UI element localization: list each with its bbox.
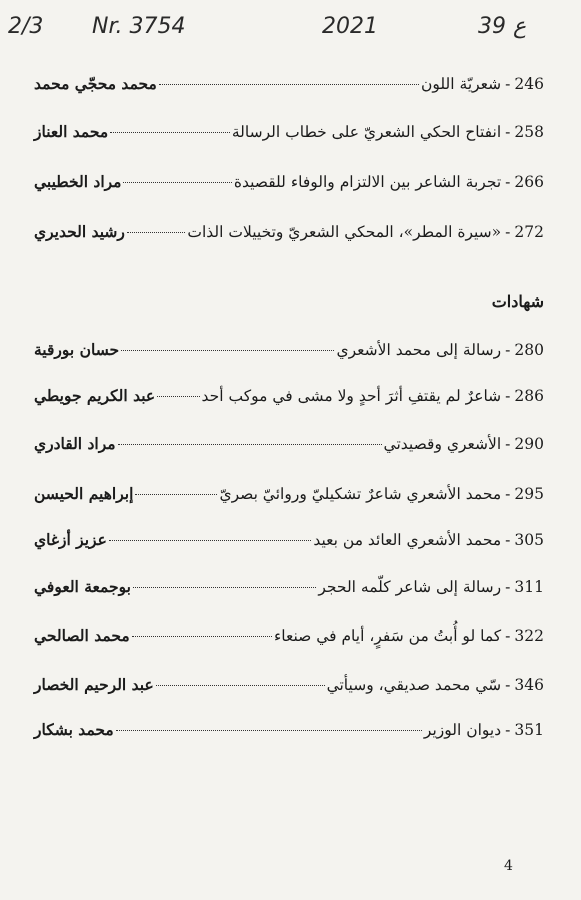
leader-dots [109,540,312,541]
leader-dots [116,730,422,731]
toc-title: رسالة إلى محمد الأشعري [336,341,502,359]
handwritten-reference-number: Nr. 3754 [92,14,186,39]
toc-title: شعريّة اللون [421,75,502,93]
toc-title: كما لو أُبتُ من سَفرٍ، أيام في صنعاء [273,627,502,645]
handwritten-corner-note: 2/3 [8,14,44,39]
leader-dots [159,84,419,85]
toc-entry: 351 - ديوان الوزير محمد بشكار [34,720,544,739]
section-title: شهادات [491,292,544,311]
toc-page-number: 286 [514,387,544,405]
toc-author: محمد بشكار [34,720,114,739]
toc-author: محمد الصالحي [34,626,130,645]
toc-title: تجربة الشاعر بين الالتزام والوفاء للقصيدة [233,173,502,191]
leader-dots [132,636,272,637]
toc-entry: 246 - شعريّة اللون محمد محجّي محمد [34,74,544,93]
toc-author: مراد الخطيبي [34,172,122,191]
leader-dots [110,132,230,133]
toc-page-number: 346 [514,676,544,694]
toc-title: سّي محمد صديقي، وسيأتي [326,676,502,694]
toc-entry: 346 - سّي محمد صديقي، وسيأتي عبد الرحيم الخصار [34,675,544,694]
toc-title: محمد الأشعري شاعرٌ تشكيليّ وروائيّ بصريّ [219,485,502,503]
leader-dots [156,685,325,686]
toc-entry: 305 - محمد الأشعري العائد من بعيد عزيز أزغاي [34,530,544,549]
toc-title: الأشعري وقصيدتي [383,435,502,453]
leader-dots [135,494,217,495]
leader-dots [123,182,231,183]
toc-page-number: 280 [514,341,544,359]
toc-author: رشيد الحديري [34,222,125,241]
toc-title: محمد الأشعري العائد من بعيد [313,531,502,549]
toc-title: شاعرٌ لم يقتفِ أثرَ أحدٍ ولا مشى في موكب أحد [201,387,502,405]
toc-author: عبد الكريم جويطي [34,386,156,405]
toc-title: ديوان الوزير [423,721,502,739]
toc-page-number: 290 [514,435,544,453]
toc-page-number: 295 [514,485,544,503]
toc-page-number: 246 [514,75,544,93]
leader-dots [133,587,316,588]
toc-entry: 290 - الأشعري وقصيدتي مراد القادري [34,434,544,453]
toc-title: رسالة إلى شاعر كلّمه الحجر [318,578,502,596]
toc-entry: 258 - انفتاح الحكي الشعريّ على خطاب الرسالة محمد العناز [34,122,544,141]
toc-page-number: 272 [514,223,544,241]
toc-author: حسان بورقية [34,340,120,359]
toc-entry: 286 - شاعرٌ لم يقتفِ أثرَ أحدٍ ولا مشى في موكب أحد عبد الكريم جويطي [34,386,544,405]
toc-author: إبراهيم الحيسن [34,484,134,503]
page-number: 4 [504,858,513,874]
toc-page-number: 311 [514,578,544,596]
toc-page-number: 351 [514,721,544,739]
toc-entry: 280 - رسالة إلى محمد الأشعري حسان بورقية [34,340,544,359]
leader-dots [127,232,186,233]
toc-entry: 311 - رسالة إلى شاعر كلّمه الحجر بوجمعة العوفي [34,577,544,596]
toc-author: محمد العناز [34,122,109,141]
toc-author: عزيز أزغاي [34,530,107,549]
toc-page-number: 322 [514,627,544,645]
toc-title: «سيرة المطر»، المحكي الشعريّ وتخييلات الذات [187,223,502,241]
leader-dots [157,396,199,397]
toc-author: محمد محجّي محمد [34,74,157,93]
toc-author: عبد الرحيم الخصار [34,675,154,694]
leader-dots [118,444,382,445]
handwritten-year: 2021 [322,14,378,39]
handwritten-corner-code: 39 ع [478,14,527,39]
toc-title: انفتاح الحكي الشعريّ على خطاب الرسالة [231,123,502,141]
toc-entry: 322 - كما لو أُبتُ من سَفرٍ، أيام في صنعاء محمد الصالحي [34,626,544,645]
leader-dots [121,350,334,351]
toc-author: بوجمعة العوفي [34,577,131,596]
toc-entry: 295 - محمد الأشعري شاعرٌ تشكيليّ وروائيّ بصريّ إبراهيم الحيسن [34,484,544,503]
toc-page-number: 305 [514,531,544,549]
toc-page-number: 258 [514,123,544,141]
toc-entry: 266 - تجربة الشاعر بين الالتزام والوفاء للقصيدة مراد الخطيبي [34,172,544,191]
toc-page-number: 266 [514,173,544,191]
toc-author: مراد القادري [34,434,116,453]
toc-entry: 272 - «سيرة المطر»، المحكي الشعريّ وتخييلات الذات رشيد الحديري [34,222,544,241]
